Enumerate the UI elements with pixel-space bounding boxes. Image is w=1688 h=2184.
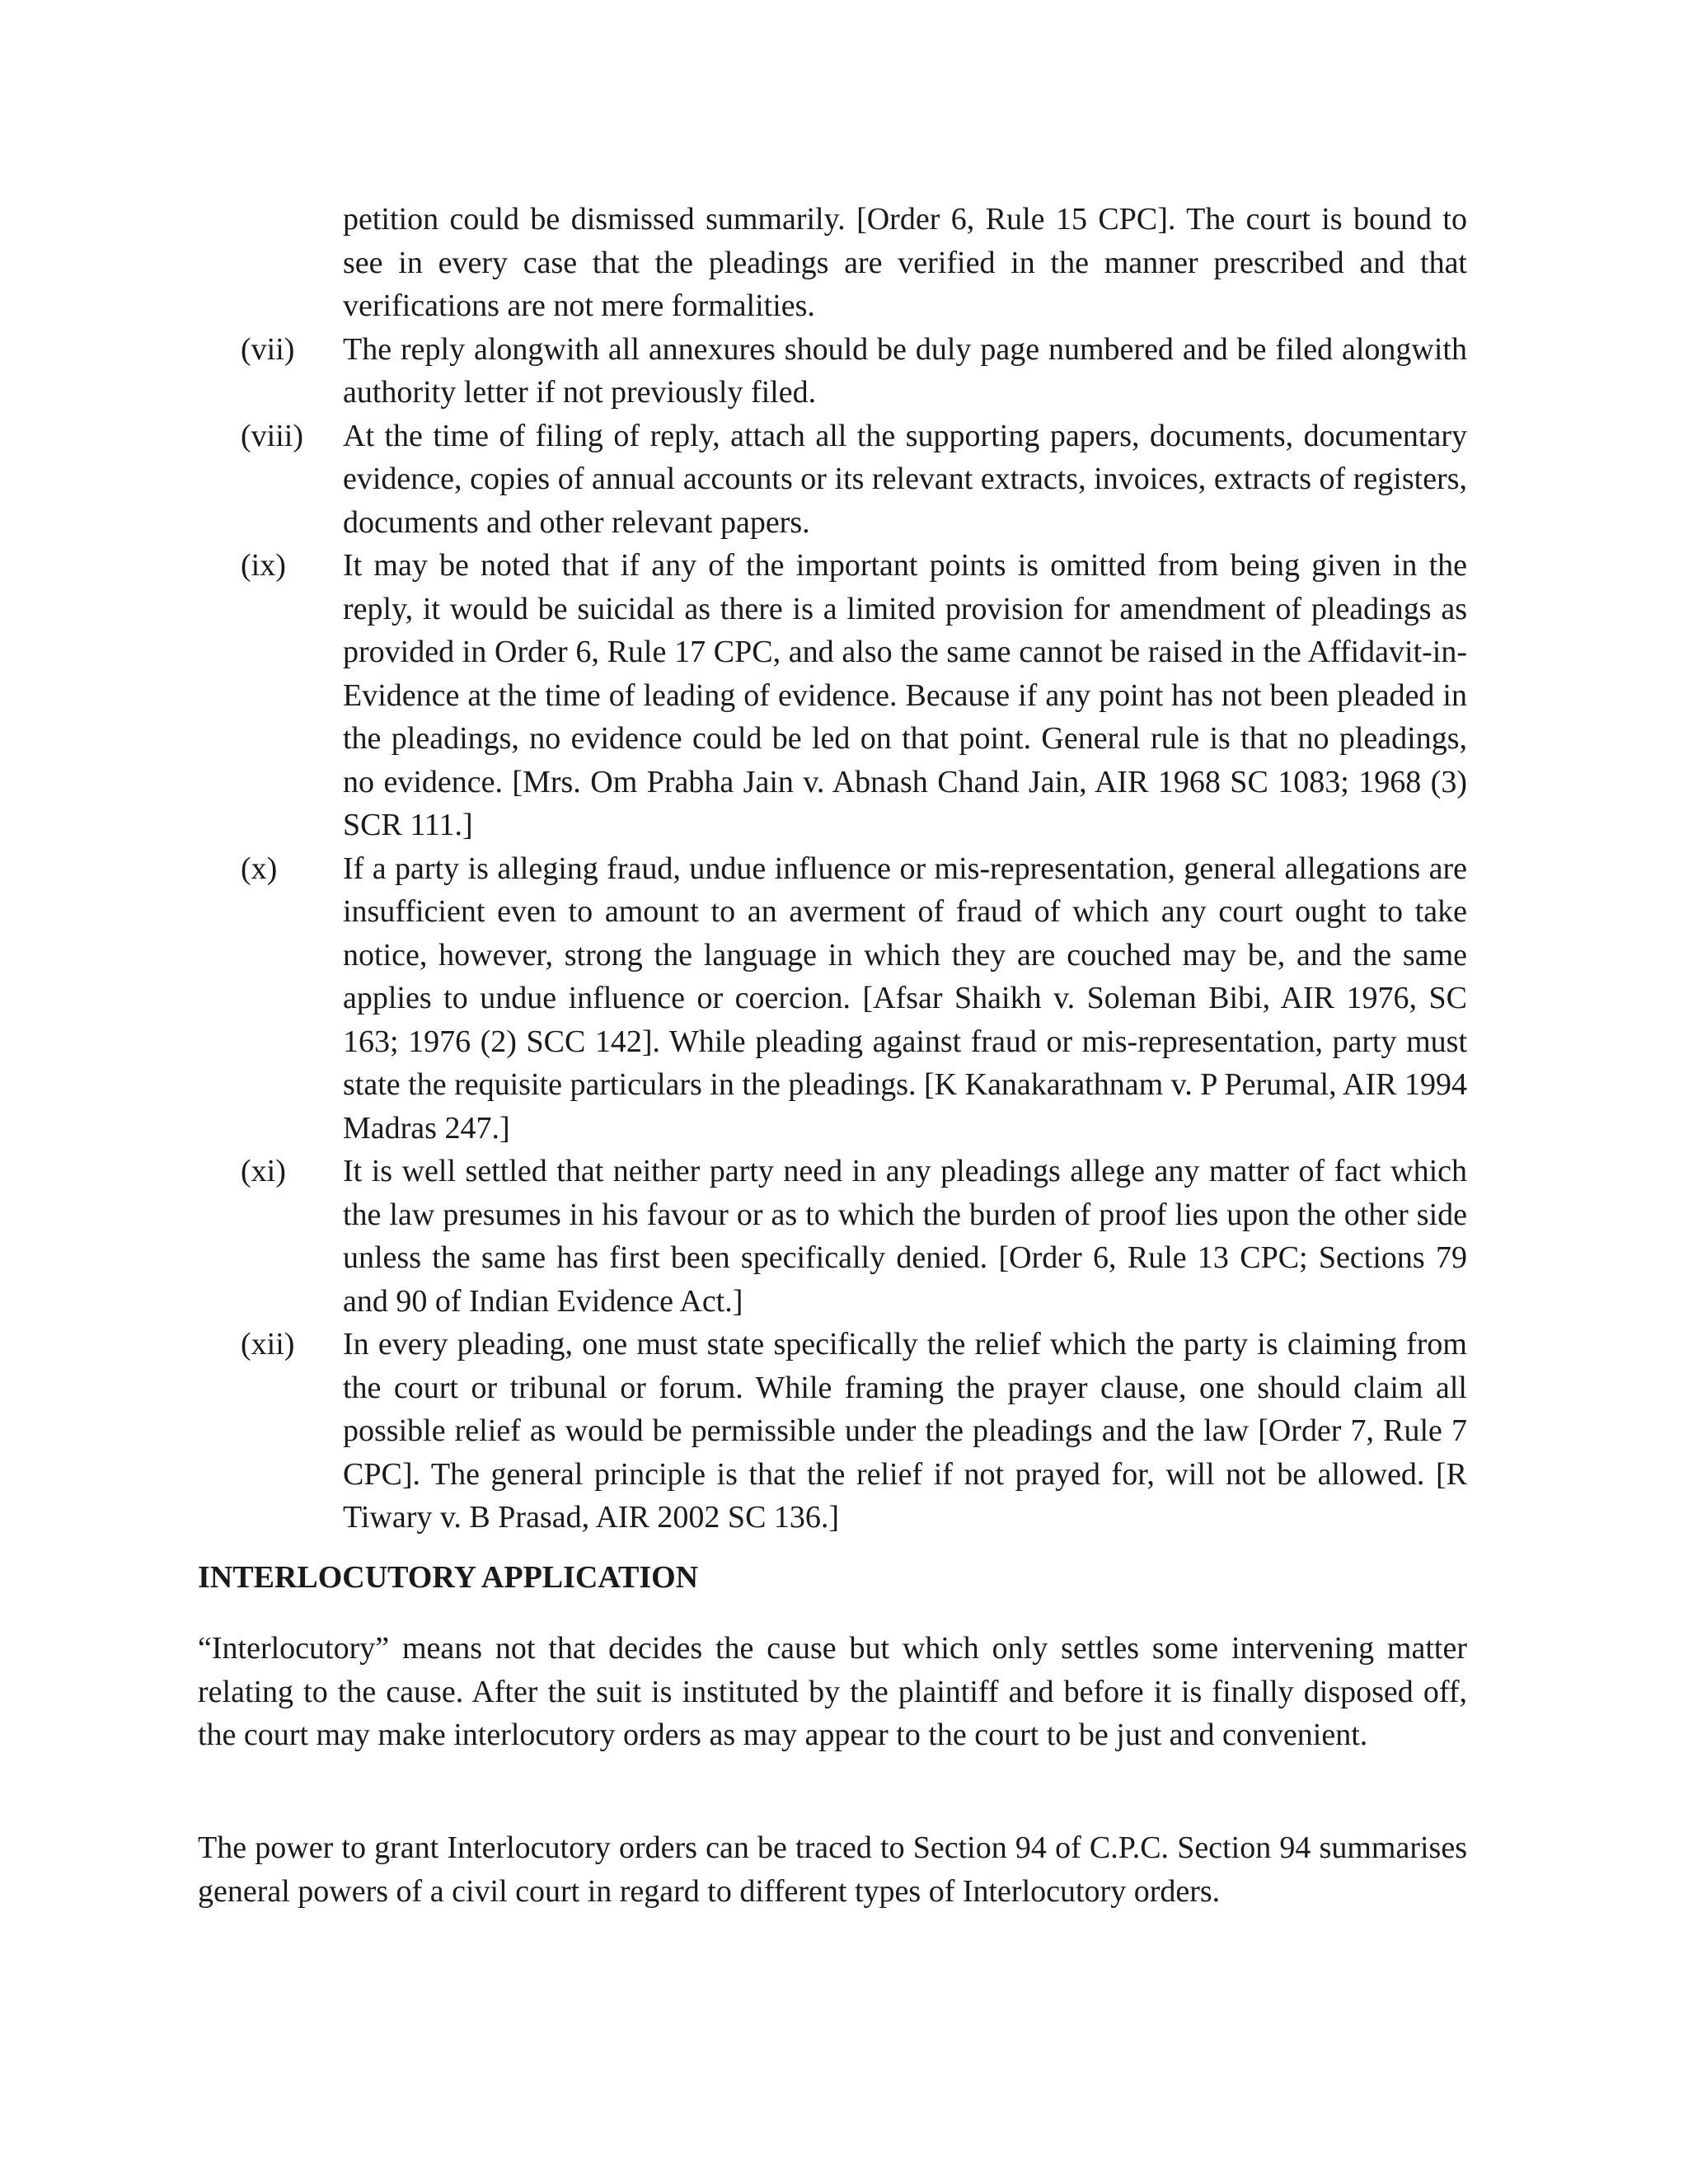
list-item-x	[241, 847, 1467, 1151]
list-item-vii	[241, 328, 1467, 415]
list-marker: (xi)	[241, 1154, 286, 1188]
list-marker: (x)	[241, 851, 278, 886]
list-item-continuation	[241, 198, 1467, 328]
list-item-text: It is well settled that neither party need in any pleadings allege any matter of fact which the law presumes in his favour or as to which the burden of proof lies upon the other side unless the same has first been specifically denied. [Order 6, Rule 13 CPC; Sections 79 and 90 of Indian Evidence Act.]	[343, 1154, 1467, 1319]
list-item-ix	[241, 544, 1467, 847]
list-item-text: If a party is alleging fraud, undue influence or mis-representation, general allegations are insufficient even to amount to an averment of fraud of which any court ought to take notice, however, strong the language in which they are couched may be, and the same applies to undue influence or coercion. [Afsar Shaikh v. Soleman Bibi, AIR 1976, SC 163; 1976 (2) SCC 142]. While pleading against fraud or mis-representation, party must state the requisite particulars in the pleadings. [K Kanakarathnam v. P Perumal, AIR 1994 Madras 247.]	[343, 851, 1467, 1146]
list-marker: (ix)	[241, 548, 286, 583]
list-item-text: petition could be dismissed summarily. [Order 6, Rule 15 CPC]. The court is bound to see in every case that the pleadings are verified in the manner prescribed and that verifications are not mere formalities.	[343, 202, 1467, 323]
section-heading: INTERLOCUTORY APPLICATION	[198, 1560, 699, 1595]
list-item-xi	[241, 1150, 1467, 1323]
list-marker: (vii)	[241, 331, 295, 367]
list-item-text: At the time of filing of reply, attach all the supporting papers, documents, documentary evidence, copies of annual accounts or its relevant extracts, invoices, extracts of registers, documents and other relevant papers.	[343, 418, 1467, 540]
list-marker: (xii)	[241, 1327, 295, 1361]
list-item-text: The reply alongwith all annexures should be duly page numbered and be filed alongwith authority letter if not previously filed.	[343, 331, 1467, 410]
list-item-xii	[241, 1323, 1467, 1540]
list-item-text: In every pleading, one must state specifically the relief which the party is claiming from the court or tribunal or forum. While framing the prayer clause, one should claim all possible relief as would be permissible under the pleadings and the law [Order 7, Rule 7 CPC]. The general principle is that the relief if not prayed for, will not be allowed. [R Tiwary v. B Prasad, AIR 2002 SC 136.]	[343, 1327, 1467, 1535]
pleading-points-list	[241, 198, 1467, 1540]
paragraph-interlocutory-meaning: “Interlocutory” means not that decides the cause but which only settles some intervening matter relating to the cause. After the suit is instituted by the plaintiff and before it is finally disposed off, the court may make interlocutory orders as may appear to the court to be just and convenient.	[198, 1631, 1467, 1752]
list-item-viii	[241, 415, 1467, 545]
list-item-text: It may be noted that if any of the important points is omitted from being given in the reply, it would be suicidal as there is a limited provision for amendment of pleadings as provided in Order 6, Rule 17 CPC, and also the same cannot be raised in the Affidavit-in-Evidence at the time of leading of evidence. Because if any point has not been pleaded in the pleadings, no evidence could be led on that point. General rule is that no pleadings, no evidence. [Mrs. Om Prabha Jain v. Abnash Chand Jain, AIR 1968 SC 1083; 1968 (3) SCR 111.]	[343, 548, 1467, 842]
paragraph-section-94: The power to grant Interlocutory orders can be traced to Section 94 of C.P.C. Section 94 summarises general powers of a civil court in regard to different types of Interlocutory orders.	[198, 1830, 1467, 1909]
list-marker: (viii)	[241, 418, 303, 453]
